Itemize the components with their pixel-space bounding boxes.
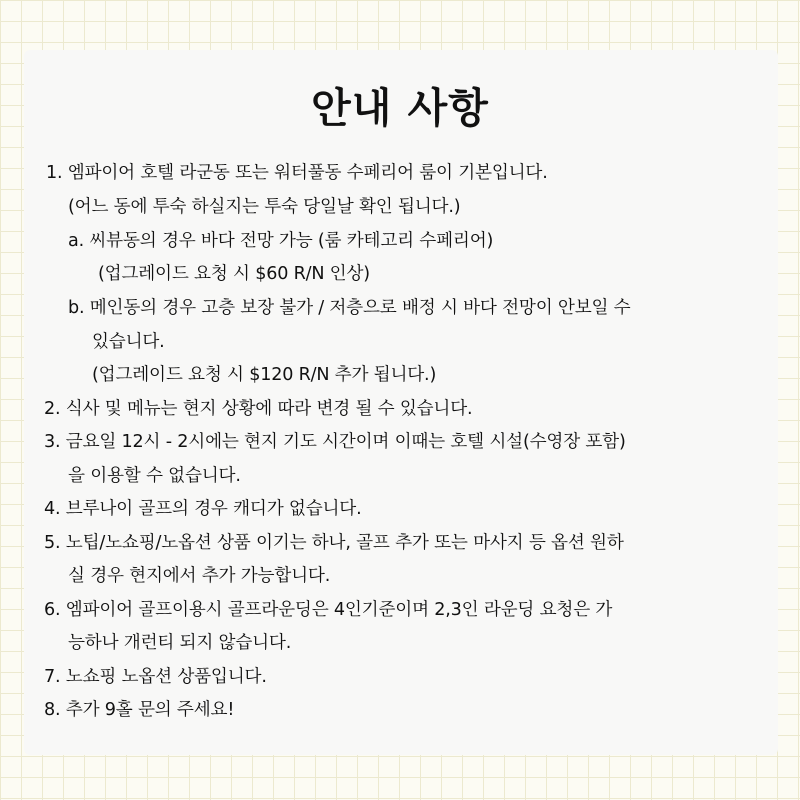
notice-item-1b-cont: 있습니다. [92,332,165,352]
notice-item-7: 7. 노쇼핑 노옵션 상품입니다. [44,667,267,687]
notice-item-6: 6. 엠파이어 골프이용시 골프라운딩은 4인기준이며 2,3인 라운딩 요청은 가 [44,600,613,620]
notice-item-1b-note: (업그레이드 요청 시 $120 R/N 추가 됩니다.) [92,365,437,385]
notice-item-5: 5. 노팁/노쇼핑/노옵션 상품 이기는 하나, 골프 추가 또는 마사지 등 옵션 원하 [44,533,624,553]
notice-item-1: 1. 엠파이어 호텔 라군동 또는 워터풀동 수페리어 룸이 기본입니다. [46,163,548,183]
notice-item-1a: a. 씨뷰동의 경우 바다 전망 가능 (룸 카테고리 수페리어) [68,231,494,251]
notice-item-1-note: (어느 동에 투숙 하실지는 투숙 당일날 확인 됩니다.) [68,197,461,217]
page-title: 안내 사항 [311,84,489,132]
notice-item-3: 3. 금요일 12시 - 2시에는 현지 기도 시간이며 이때는 호텔 시설(수영장 포함) [44,432,626,452]
notice-item-4: 4. 브루나이 골프의 경우 캐디가 없습니다. [44,499,362,519]
notice-item-5-cont: 실 경우 현지에서 추가 가능합니다. [68,566,331,586]
notice-item-8: 8. 추가 9홀 문의 주세요! [44,700,235,720]
notice-item-3-cont: 을 이용할 수 없습니다. [68,466,241,486]
notice-item-2: 2. 식사 및 메뉴는 현지 상황에 따라 변경 될 수 있습니다. [44,399,473,419]
notice-item-1a-note: (업그레이드 요청 시 $60 R/N 인상) [98,264,370,284]
notice-item-1b: b. 메인동의 경우 고층 보장 불가 / 저층으로 배정 시 바다 전망이 안보일 수 [68,298,631,318]
notice-item-6-cont: 능하나 개런티 되지 않습니다. [68,633,292,653]
